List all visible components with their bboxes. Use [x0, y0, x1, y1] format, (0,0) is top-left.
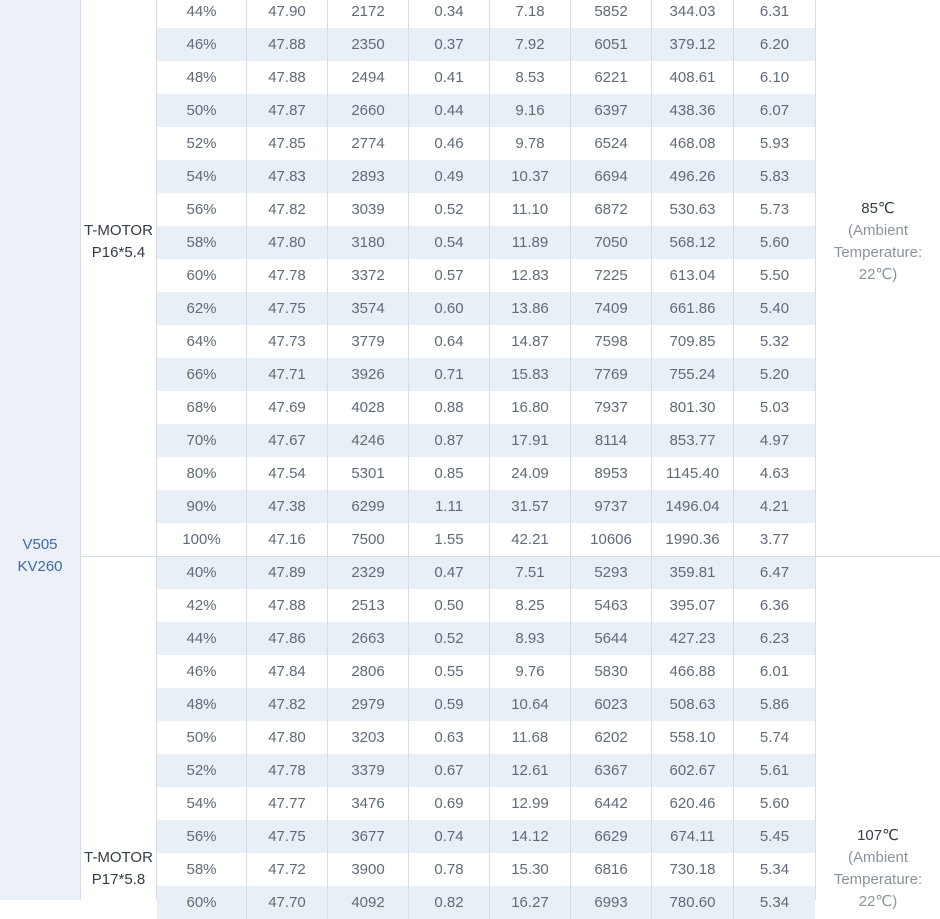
speed-cell: 395.07 [652, 589, 734, 622]
table-row [157, 259, 815, 292]
thrust-cell: 6202 [571, 721, 652, 754]
current-cell: 4092 [328, 886, 409, 919]
table-row [157, 589, 815, 622]
throttle-cell: 46% [157, 28, 247, 61]
throttle-cell: 54% [157, 160, 247, 193]
power-cell: 12.61 [490, 754, 571, 787]
voltage-cell: 47.88 [247, 61, 328, 94]
speed-cell: 359.81 [652, 556, 734, 589]
table-row [157, 655, 815, 688]
thrust-cell: 7598 [571, 325, 652, 358]
throttle-cell: 66% [157, 358, 247, 391]
table-row [157, 160, 815, 193]
thrust-cell: 8114 [571, 424, 652, 457]
thrust-cell: 5293 [571, 556, 652, 589]
voltage-cell: 47.69 [247, 391, 328, 424]
voltage-cell: 47.71 [247, 358, 328, 391]
voltage-cell: 47.38 [247, 490, 328, 523]
power-cell: 8.93 [490, 622, 571, 655]
ripple-cell: 0.82 [409, 886, 490, 919]
current-cell: 3900 [328, 853, 409, 886]
throttle-cell: 58% [157, 226, 247, 259]
thrust-cell: 7769 [571, 358, 652, 391]
efficiency-cell: 5.93 [759, 135, 790, 152]
power-cell: 42.21 [490, 523, 571, 556]
thrust-cell: 6023 [571, 688, 652, 721]
ripple-cell: 0.88 [409, 391, 490, 424]
temperature-block-p16 [816, 198, 940, 286]
propeller-label-p16 [81, 220, 156, 264]
thrust-cell: 6442 [571, 787, 652, 820]
table-row [157, 61, 815, 94]
efficiency-cell: 5.32 [759, 333, 790, 350]
temperature-note: (Ambient [847, 222, 909, 239]
efficiency-cell: 6.07 [759, 102, 790, 119]
ripple-cell: 0.37 [409, 28, 490, 61]
throttle-cell: 62% [157, 292, 247, 325]
speed-cell: 508.63 [652, 688, 734, 721]
power-cell: 16.27 [490, 886, 571, 919]
voltage-cell: 47.80 [247, 226, 328, 259]
propeller-size: P16*5.4 [91, 244, 146, 261]
table-row [157, 292, 815, 325]
thrust-cell: 6816 [571, 853, 652, 886]
throttle-cell: 40% [157, 556, 247, 589]
table-row [157, 94, 815, 127]
current-cell: 4246 [328, 424, 409, 457]
throttle-cell: 58% [157, 853, 247, 886]
power-cell: 15.30 [490, 853, 571, 886]
efficiency-cell: 5.34 [759, 861, 790, 878]
thrust-cell: 6993 [571, 886, 652, 919]
efficiency-cell: 3.77 [759, 531, 790, 548]
efficiency-cell: 6.10 [759, 69, 790, 86]
ripple-cell: 1.55 [409, 523, 490, 556]
ripple-cell: 0.69 [409, 787, 490, 820]
speed-cell: 379.12 [652, 28, 734, 61]
current-cell: 2893 [328, 160, 409, 193]
efficiency-cell: 5.60 [759, 795, 790, 812]
speed-cell: 801.30 [652, 391, 734, 424]
thrust-cell: 7409 [571, 292, 652, 325]
motor-model-label [0, 534, 80, 578]
table-row [157, 28, 815, 61]
ripple-cell: 0.52 [409, 622, 490, 655]
temperature-note: 22℃) [858, 893, 898, 910]
power-cell: 7.51 [490, 556, 571, 589]
motor-kv-value: KV260 [17, 558, 63, 575]
efficiency-cell: 5.60 [759, 234, 790, 251]
propeller-brand: T-MOTOR [84, 222, 153, 239]
speed-cell: 1496.04 [652, 490, 734, 523]
table-row [157, 787, 815, 820]
voltage-cell: 47.88 [247, 28, 328, 61]
voltage-cell: 47.75 [247, 292, 328, 325]
speed-cell: 558.10 [652, 721, 734, 754]
ripple-cell: 0.54 [409, 226, 490, 259]
thrust-cell: 6872 [571, 193, 652, 226]
power-cell: 14.87 [490, 325, 571, 358]
current-cell: 2329 [328, 556, 409, 589]
throttle-cell: 60% [157, 259, 247, 292]
speed-cell: 709.85 [652, 325, 734, 358]
motor-column [0, 0, 81, 900]
speed-cell: 468.08 [652, 127, 734, 160]
speed-cell: 853.77 [652, 424, 734, 457]
ripple-cell: 1.11 [409, 490, 490, 523]
table-row [157, 424, 815, 457]
table-row [157, 754, 815, 787]
current-cell: 3574 [328, 292, 409, 325]
power-cell: 8.25 [490, 589, 571, 622]
voltage-cell: 47.82 [247, 688, 328, 721]
voltage-cell: 47.86 [247, 622, 328, 655]
ripple-cell: 0.49 [409, 160, 490, 193]
speed-cell: 438.36 [652, 94, 734, 127]
ripple-cell: 0.34 [409, 0, 490, 28]
ripple-cell: 0.41 [409, 61, 490, 94]
ripple-cell: 0.78 [409, 853, 490, 886]
performance-data-table [157, 0, 815, 919]
table-row [157, 226, 815, 259]
current-cell: 3372 [328, 259, 409, 292]
propeller-label-p17 [81, 847, 156, 891]
power-cell: 7.92 [490, 28, 571, 61]
thrust-cell: 7937 [571, 391, 652, 424]
current-cell: 2172 [328, 0, 409, 28]
current-cell: 2806 [328, 655, 409, 688]
current-cell: 3476 [328, 787, 409, 820]
ripple-cell: 0.57 [409, 259, 490, 292]
current-cell: 2774 [328, 127, 409, 160]
speed-cell: 530.63 [652, 193, 734, 226]
thrust-cell: 5830 [571, 655, 652, 688]
efficiency-cell: 5.50 [759, 267, 790, 284]
current-cell: 4028 [328, 391, 409, 424]
efficiency-cell: 5.40 [759, 300, 790, 317]
table-row [157, 127, 815, 160]
voltage-cell: 47.82 [247, 193, 328, 226]
ripple-cell: 0.52 [409, 193, 490, 226]
current-cell: 7500 [328, 523, 409, 556]
throttle-cell: 52% [157, 127, 247, 160]
ripple-cell: 0.50 [409, 589, 490, 622]
voltage-cell: 47.88 [247, 589, 328, 622]
throttle-cell: 48% [157, 61, 247, 94]
ripple-cell: 0.85 [409, 457, 490, 490]
ripple-cell: 0.74 [409, 820, 490, 853]
thrust-cell: 6367 [571, 754, 652, 787]
power-cell: 9.76 [490, 655, 571, 688]
power-cell: 7.18 [490, 0, 571, 28]
table-row [157, 193, 815, 226]
efficiency-cell: 5.86 [759, 696, 790, 713]
speed-cell: 661.86 [652, 292, 734, 325]
power-cell: 15.83 [490, 358, 571, 391]
ripple-cell: 0.71 [409, 358, 490, 391]
current-cell: 3677 [328, 820, 409, 853]
voltage-cell: 47.87 [247, 94, 328, 127]
voltage-cell: 47.83 [247, 160, 328, 193]
thrust-cell: 6397 [571, 94, 652, 127]
efficiency-cell: 5.61 [759, 762, 790, 779]
speed-cell: 755.24 [652, 358, 734, 391]
group-divider [81, 556, 940, 557]
thrust-cell: 6694 [571, 160, 652, 193]
efficiency-cell: 6.01 [759, 663, 790, 680]
voltage-cell: 47.77 [247, 787, 328, 820]
motor-temperature-value: 107℃ [857, 827, 899, 844]
temperature-note: (Ambient [847, 849, 909, 866]
thrust-cell: 6221 [571, 61, 652, 94]
thrust-cell: 10606 [571, 523, 652, 556]
efficiency-cell: 6.36 [759, 597, 790, 614]
efficiency-cell: 5.45 [759, 828, 790, 845]
efficiency-cell: 6.47 [759, 564, 790, 581]
throttle-cell: 42% [157, 589, 247, 622]
throttle-cell: 56% [157, 820, 247, 853]
current-cell: 6299 [328, 490, 409, 523]
thrust-cell: 5463 [571, 589, 652, 622]
speed-cell: 780.60 [652, 886, 734, 919]
power-cell: 11.89 [490, 226, 571, 259]
thrust-cell: 9737 [571, 490, 652, 523]
temperature-column [815, 0, 940, 910]
voltage-cell: 47.78 [247, 754, 328, 787]
throttle-cell: 48% [157, 688, 247, 721]
voltage-cell: 47.73 [247, 325, 328, 358]
throttle-cell: 100% [157, 523, 247, 556]
thrust-cell: 5852 [571, 0, 652, 28]
ripple-cell: 0.46 [409, 127, 490, 160]
throttle-cell: 64% [157, 325, 247, 358]
voltage-cell: 47.72 [247, 853, 328, 886]
throttle-cell: 56% [157, 193, 247, 226]
efficiency-cell: 6.31 [759, 3, 790, 20]
current-cell: 5301 [328, 457, 409, 490]
thrust-cell: 8953 [571, 457, 652, 490]
speed-cell: 620.46 [652, 787, 734, 820]
current-cell: 2350 [328, 28, 409, 61]
table-row [157, 391, 815, 424]
efficiency-cell: 5.03 [759, 399, 790, 416]
power-cell: 14.12 [490, 820, 571, 853]
temperature-note: Temperature: [833, 244, 923, 261]
table-row [157, 0, 815, 28]
thrust-cell: 5644 [571, 622, 652, 655]
ripple-cell: 0.87 [409, 424, 490, 457]
throttle-cell: 68% [157, 391, 247, 424]
ripple-cell: 0.47 [409, 556, 490, 589]
current-cell: 3379 [328, 754, 409, 787]
throttle-cell: 54% [157, 787, 247, 820]
voltage-cell: 47.75 [247, 820, 328, 853]
power-cell: 11.68 [490, 721, 571, 754]
table-row [157, 688, 815, 721]
speed-cell: 602.67 [652, 754, 734, 787]
current-cell: 3779 [328, 325, 409, 358]
throttle-cell: 50% [157, 721, 247, 754]
speed-cell: 496.26 [652, 160, 734, 193]
current-cell: 2663 [328, 622, 409, 655]
thrust-cell: 6629 [571, 820, 652, 853]
ripple-cell: 0.67 [409, 754, 490, 787]
table-row [157, 325, 815, 358]
power-cell: 9.78 [490, 127, 571, 160]
voltage-cell: 47.89 [247, 556, 328, 589]
table-row [157, 886, 815, 919]
table-row [157, 721, 815, 754]
table-row [157, 358, 815, 391]
current-cell: 2979 [328, 688, 409, 721]
speed-cell: 568.12 [652, 226, 734, 259]
ripple-cell: 0.55 [409, 655, 490, 688]
power-cell: 24.09 [490, 457, 571, 490]
throttle-cell: 46% [157, 655, 247, 688]
throttle-cell: 50% [157, 94, 247, 127]
power-cell: 9.16 [490, 94, 571, 127]
power-cell: 10.64 [490, 688, 571, 721]
current-cell: 3039 [328, 193, 409, 226]
efficiency-cell: 5.74 [759, 729, 790, 746]
efficiency-cell: 5.34 [759, 894, 790, 911]
efficiency-cell: 6.20 [759, 36, 790, 53]
efficiency-cell: 4.63 [759, 465, 790, 482]
power-cell: 12.99 [490, 787, 571, 820]
current-cell: 2660 [328, 94, 409, 127]
voltage-cell: 47.84 [247, 655, 328, 688]
throttle-cell: 52% [157, 754, 247, 787]
propeller-size: P17*5.8 [91, 871, 146, 888]
table-row [157, 853, 815, 886]
efficiency-cell: 5.20 [759, 366, 790, 383]
efficiency-cell: 5.73 [759, 201, 790, 218]
efficiency-cell: 6.23 [759, 630, 790, 647]
speed-cell: 466.88 [652, 655, 734, 688]
speed-cell: 344.03 [652, 0, 734, 28]
current-cell: 2513 [328, 589, 409, 622]
power-cell: 13.86 [490, 292, 571, 325]
speed-cell: 674.11 [652, 820, 734, 853]
current-cell: 3180 [328, 226, 409, 259]
voltage-cell: 47.16 [247, 523, 328, 556]
throttle-cell: 60% [157, 886, 247, 919]
voltage-cell: 47.67 [247, 424, 328, 457]
ripple-cell: 0.59 [409, 688, 490, 721]
voltage-cell: 47.70 [247, 886, 328, 919]
table-row [157, 820, 815, 853]
voltage-cell: 47.90 [247, 0, 328, 28]
temperature-note: 22℃) [858, 266, 898, 283]
current-cell: 2494 [328, 61, 409, 94]
power-cell: 11.10 [490, 193, 571, 226]
table-row [157, 556, 815, 589]
power-cell: 8.53 [490, 61, 571, 94]
table-row [157, 457, 815, 490]
throttle-cell: 90% [157, 490, 247, 523]
voltage-cell: 47.54 [247, 457, 328, 490]
thrust-cell: 6051 [571, 28, 652, 61]
ripple-cell: 0.60 [409, 292, 490, 325]
efficiency-cell: 5.83 [759, 168, 790, 185]
speed-cell: 730.18 [652, 853, 734, 886]
ripple-cell: 0.64 [409, 325, 490, 358]
power-cell: 31.57 [490, 490, 571, 523]
thrust-cell: 7225 [571, 259, 652, 292]
table-row [157, 622, 815, 655]
power-cell: 10.37 [490, 160, 571, 193]
motor-model-name: V505 [22, 536, 58, 553]
throttle-cell: 44% [157, 622, 247, 655]
thrust-cell: 6524 [571, 127, 652, 160]
motor-temperature-value: 85℃ [861, 200, 895, 217]
current-cell: 3203 [328, 721, 409, 754]
ripple-cell: 0.63 [409, 721, 490, 754]
temperature-note: Temperature: [833, 871, 923, 888]
throttle-cell: 70% [157, 424, 247, 457]
efficiency-cell: 4.21 [759, 498, 790, 515]
throttle-cell: 44% [157, 0, 247, 28]
power-cell: 17.91 [490, 424, 571, 457]
speed-cell: 427.23 [652, 622, 734, 655]
voltage-cell: 47.78 [247, 259, 328, 292]
throttle-cell: 80% [157, 457, 247, 490]
voltage-cell: 47.85 [247, 127, 328, 160]
propeller-column [81, 0, 157, 900]
current-cell: 3926 [328, 358, 409, 391]
speed-cell: 408.61 [652, 61, 734, 94]
speed-cell: 1145.40 [652, 457, 734, 490]
power-cell: 16.80 [490, 391, 571, 424]
ripple-cell: 0.44 [409, 94, 490, 127]
propeller-brand: T-MOTOR [84, 849, 153, 866]
speed-cell: 613.04 [652, 259, 734, 292]
voltage-cell: 47.80 [247, 721, 328, 754]
efficiency-cell: 4.97 [759, 432, 790, 449]
table-row [157, 490, 815, 523]
thrust-cell: 7050 [571, 226, 652, 259]
power-cell: 12.83 [490, 259, 571, 292]
speed-cell: 1990.36 [652, 523, 734, 556]
table-row [157, 523, 815, 556]
